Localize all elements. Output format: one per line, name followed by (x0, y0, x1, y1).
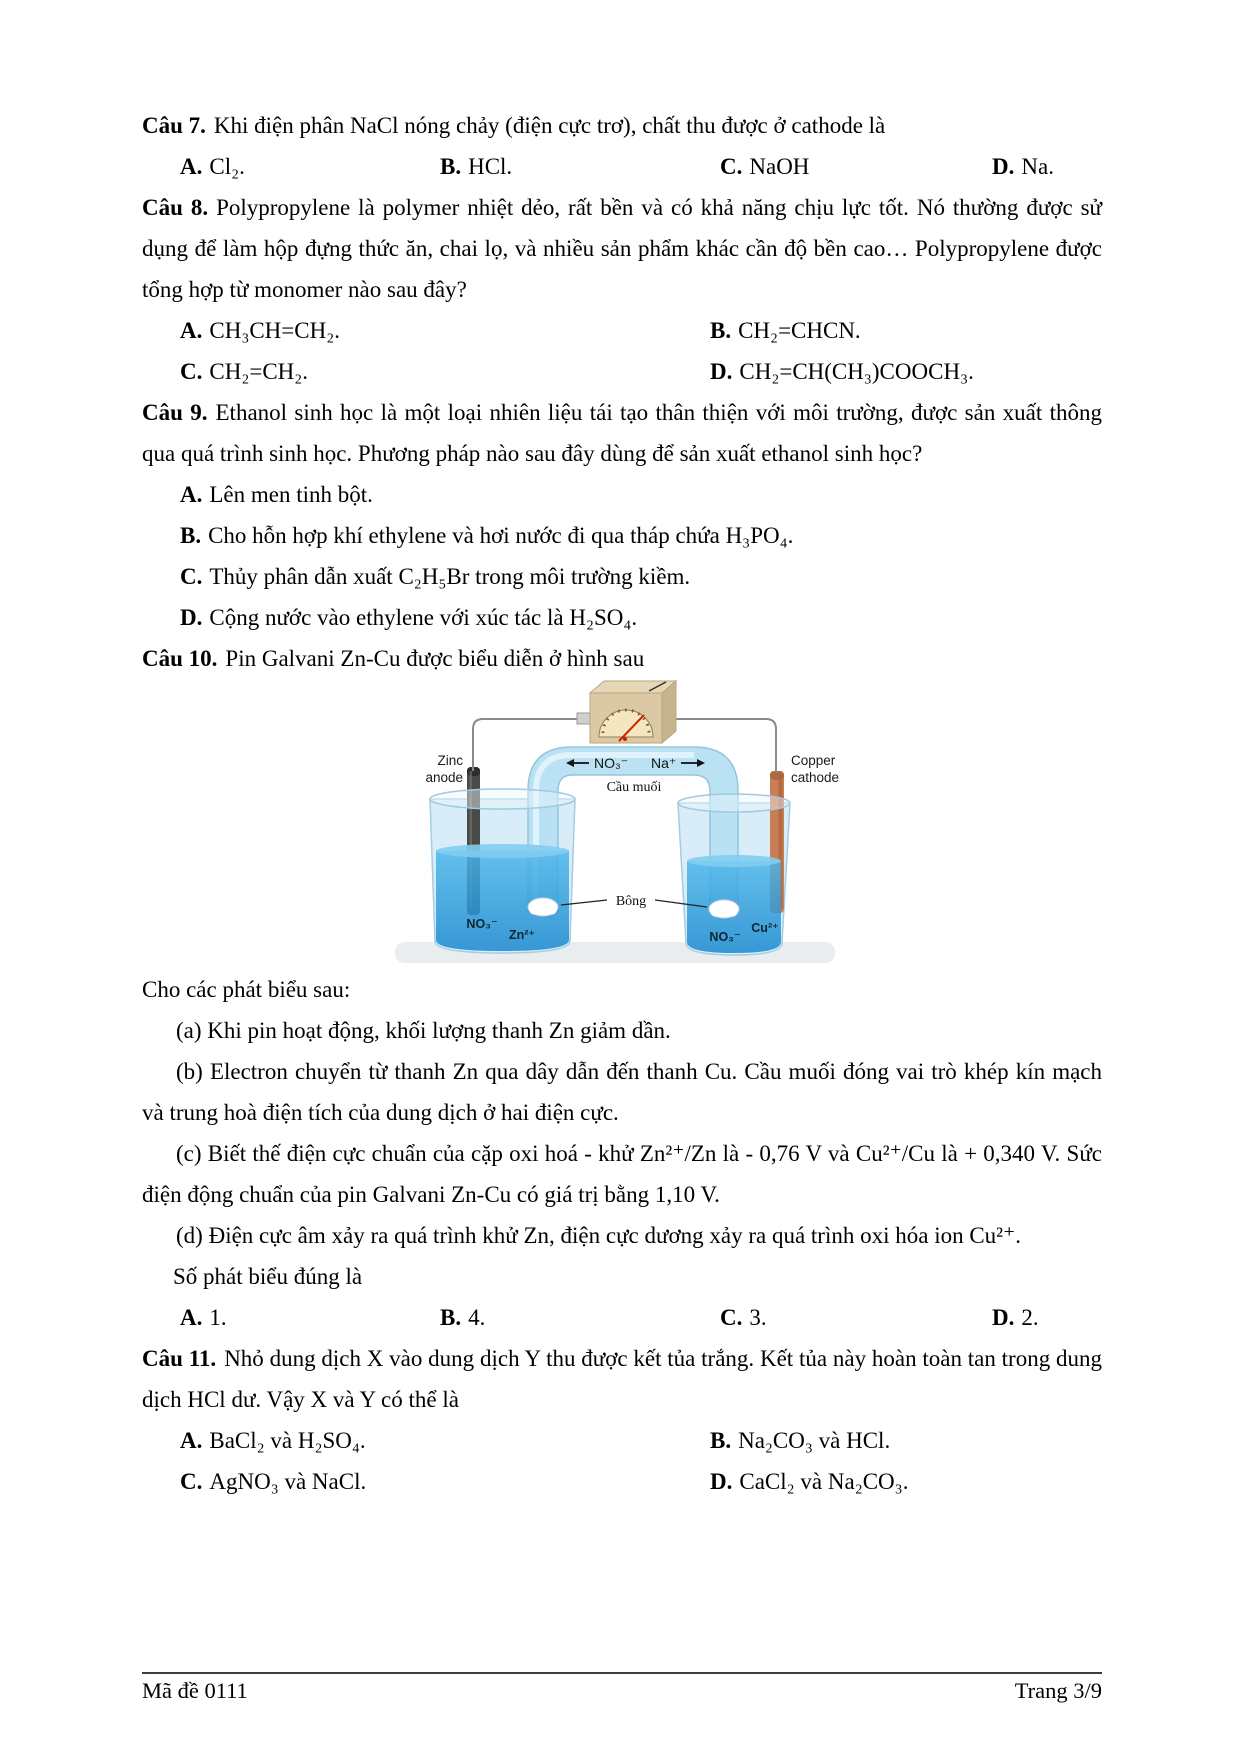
option-text: Cộng nước vào ethylene với xúc tác là H₂SO₄. (209, 605, 638, 630)
option-text: BaCl₂ và H₂SO₄. (209, 1428, 366, 1453)
beaker-right-rim (678, 794, 790, 812)
question-10-closing: Số phát biểu đúng là (173, 1264, 363, 1289)
option-letter: D. (710, 1469, 733, 1494)
galvanic-cell-figure (383, 679, 1102, 969)
question-7-text: Khi điện phân NaCl nóng chảy (điện cực trơ), chất thu được ở cathode là (213, 113, 886, 138)
question-11-number: Câu 11. (142, 1346, 217, 1371)
question-10 (142, 638, 1102, 1338)
option-letter: C. (180, 564, 203, 589)
option-10-a (180, 1297, 440, 1338)
option-text: Lên men tinh bột. (209, 482, 373, 507)
question-8-number: Câu 8. (142, 195, 209, 220)
statement-text: Khi pin hoạt động, khối lượng thanh Zn giảm dần. (207, 1018, 671, 1043)
cotton-plug-right (709, 900, 739, 918)
option-8-c (180, 351, 710, 392)
solution-left (436, 844, 569, 951)
option-text: Cho hỗn hợp khí ethylene và hơi nước đi qua tháp chứa H₃PO₄. (208, 523, 794, 548)
option-10-c (720, 1297, 992, 1338)
question-10-statements-intro: Cho các phát biểu sau: (142, 977, 351, 1002)
question-11-text: Nhỏ dung dịch X vào dung dịch Y thu được kết tủa trắng. Kết tủa này hoàn toàn tan trong dung dịch HCl dư. Vậy X và Y có thể là (142, 1346, 1102, 1412)
option-letter: A. (180, 482, 203, 507)
option-8-a (180, 310, 710, 351)
option-10-d (992, 1297, 1102, 1338)
question-8-text: Polypropylene là polymer nhiệt dẻo, rất bền và có khả năng chịu lực tốt. Nó thường được sử dụng để làm hộp đựng thức ăn, chai lọ, và nhiều sản phẩm khác cần độ bền cao… Polypropylene được tổng hợp từ monomer nào sau đây? (142, 195, 1102, 302)
option-10-b (440, 1297, 720, 1338)
option-letter: D. (992, 154, 1015, 179)
option-8-b (710, 310, 1102, 351)
exam-content (142, 105, 1102, 1502)
option-letter: B. (710, 318, 732, 343)
option-text: CH₂=CHCN. (738, 318, 861, 343)
question-9-text: Ethanol sinh học là một loại nhiên liệu tái tạo thân thiện với môi trường, được sản xuất thông qua quá trình sinh học. Phương pháp nào sau đây dùng để sản xuất ethanol sinh học? (142, 400, 1103, 466)
voltmeter-terminal-left (577, 713, 590, 724)
option-text: NaOH (749, 154, 810, 179)
salt-bridge-name: Cầu muối (606, 780, 662, 795)
bridge-cation-label: Na⁺ (651, 755, 677, 771)
option-letter: A. (180, 1428, 203, 1453)
page-footer (142, 1672, 1102, 1704)
option-letter: D. (180, 605, 203, 630)
option-11-a (180, 1420, 710, 1461)
question-7-number: Câu 7. (142, 113, 206, 138)
option-letter: B. (180, 523, 202, 548)
question-11 (142, 1338, 1102, 1502)
statement-marker: (a) (176, 1018, 202, 1043)
option-text: Na. (1021, 154, 1054, 179)
statement-text: Điện cực âm xảy ra quá trình khử Zn, điện cực dương xảy ra quá trình oxi hóa ion Cu²⁺. (208, 1223, 1021, 1248)
question-10-number: Câu 10. (142, 646, 218, 671)
question-9-number: Câu 9. (142, 400, 208, 425)
option-9-b (142, 515, 1102, 556)
option-text: 4. (468, 1305, 486, 1330)
option-11-b (710, 1420, 1102, 1461)
option-9-d (142, 597, 1102, 638)
statement-marker: (d) (176, 1223, 203, 1248)
copper-label-line1: Copper (791, 753, 836, 768)
cotton-label: Bông (615, 894, 647, 909)
question-10-text: Pin Galvani Zn-Cu được biểu diễn ở hình sau (225, 646, 645, 671)
option-letter: C. (720, 1305, 743, 1330)
statement-a (142, 1010, 1102, 1051)
option-text: AgNO₃ và NaCl. (209, 1469, 367, 1494)
zinc-label-line2: anode (425, 770, 463, 785)
option-7-a (180, 146, 440, 187)
right-solution-cation: Cu²⁺ (751, 921, 779, 935)
option-letter: B. (440, 1305, 462, 1330)
statement-text: Electron chuyển từ thanh Zn qua dây dẫn đến thanh Cu. Cầu muối đóng vai trò khép kín mạch và trung hoà điện tích của dung dịch ở hai điện cực. (142, 1059, 1103, 1125)
option-text: Thủy phân dẫn xuất C₂H₅Br trong môi trường kiềm. (209, 564, 691, 589)
option-11-c (180, 1461, 710, 1502)
option-text: 1. (209, 1305, 227, 1330)
statement-c (142, 1133, 1102, 1215)
option-letter: B. (710, 1428, 732, 1453)
question-7-stem (142, 105, 1102, 146)
question-11-options-row-1 (142, 1420, 1102, 1461)
question-7 (142, 105, 1102, 187)
exam-code: Mã đề 0111 (142, 1678, 248, 1703)
option-11-d (710, 1461, 1102, 1502)
option-8-d (710, 351, 1102, 392)
option-text: 3. (749, 1305, 767, 1330)
question-8-stem (142, 187, 1102, 310)
option-text: CH₂=CH(CH₃)COOCH₃. (739, 359, 974, 384)
option-text: CaCl₂ và Na₂CO₃. (739, 1469, 909, 1494)
question-10-stem (142, 638, 1102, 679)
statement-b (142, 1051, 1102, 1133)
option-7-c (720, 146, 992, 187)
left-solution-anion: NO₃⁻ (466, 917, 498, 931)
left-solution-cation: Zn²⁺ (508, 928, 536, 942)
question-8-options-row-1 (142, 310, 1102, 351)
option-7-d (992, 146, 1102, 187)
question-7-options (142, 146, 1102, 187)
option-letter: D. (992, 1305, 1015, 1330)
question-11-options-row-2 (142, 1461, 1102, 1502)
option-text: CH₂=CH₂. (209, 359, 309, 384)
option-7-b (440, 146, 720, 187)
option-letter: C. (720, 154, 743, 179)
question-9-stem (142, 392, 1102, 474)
question-8-options-row-2 (142, 351, 1102, 392)
voltmeter (577, 681, 676, 743)
option-letter: B. (440, 154, 462, 179)
beaker-left-rim (430, 789, 575, 809)
question-9 (142, 392, 1102, 638)
cotton-plug-left (528, 898, 558, 916)
option-text: Na₂CO₃ và HCl. (738, 1428, 891, 1453)
right-solution-anion: NO₃⁻ (709, 930, 741, 944)
option-letter: C. (180, 359, 203, 384)
option-letter: D. (710, 359, 733, 384)
zinc-label-line1: Zinc (437, 753, 463, 768)
option-text: Cl₂. (209, 154, 245, 179)
option-9-c (142, 556, 1102, 597)
statement-text: Biết thế điện cực chuẩn của cặp oxi hoá - khử Zn²⁺/Zn là - 0,76 V và Cu²⁺/Cu là + 0,340 V. Sức điện động chuẩn của pin Galvani Zn-Cu có giá trị bằng 1,10 V. (142, 1141, 1102, 1207)
option-9-a (142, 474, 1102, 515)
statement-marker: (c) (176, 1141, 202, 1166)
copper-label-line2: cathode (791, 770, 840, 785)
question-8 (142, 187, 1102, 392)
option-letter: C. (180, 1469, 203, 1494)
question-11-stem (142, 1338, 1102, 1420)
option-text: HCl. (468, 154, 513, 179)
statement-marker: (b) (176, 1059, 203, 1084)
option-letter: A. (180, 318, 203, 343)
statement-d (142, 1215, 1102, 1256)
option-letter: A. (180, 1305, 203, 1330)
page-number: Trang 3/9 (1014, 1678, 1102, 1703)
option-letter: A. (180, 154, 203, 179)
option-text: 2. (1021, 1305, 1039, 1330)
bridge-anion-label: NO₃⁻ (594, 755, 629, 771)
question-10-options (142, 1297, 1102, 1338)
option-text: CH₃CH=CH₂. (209, 318, 340, 343)
